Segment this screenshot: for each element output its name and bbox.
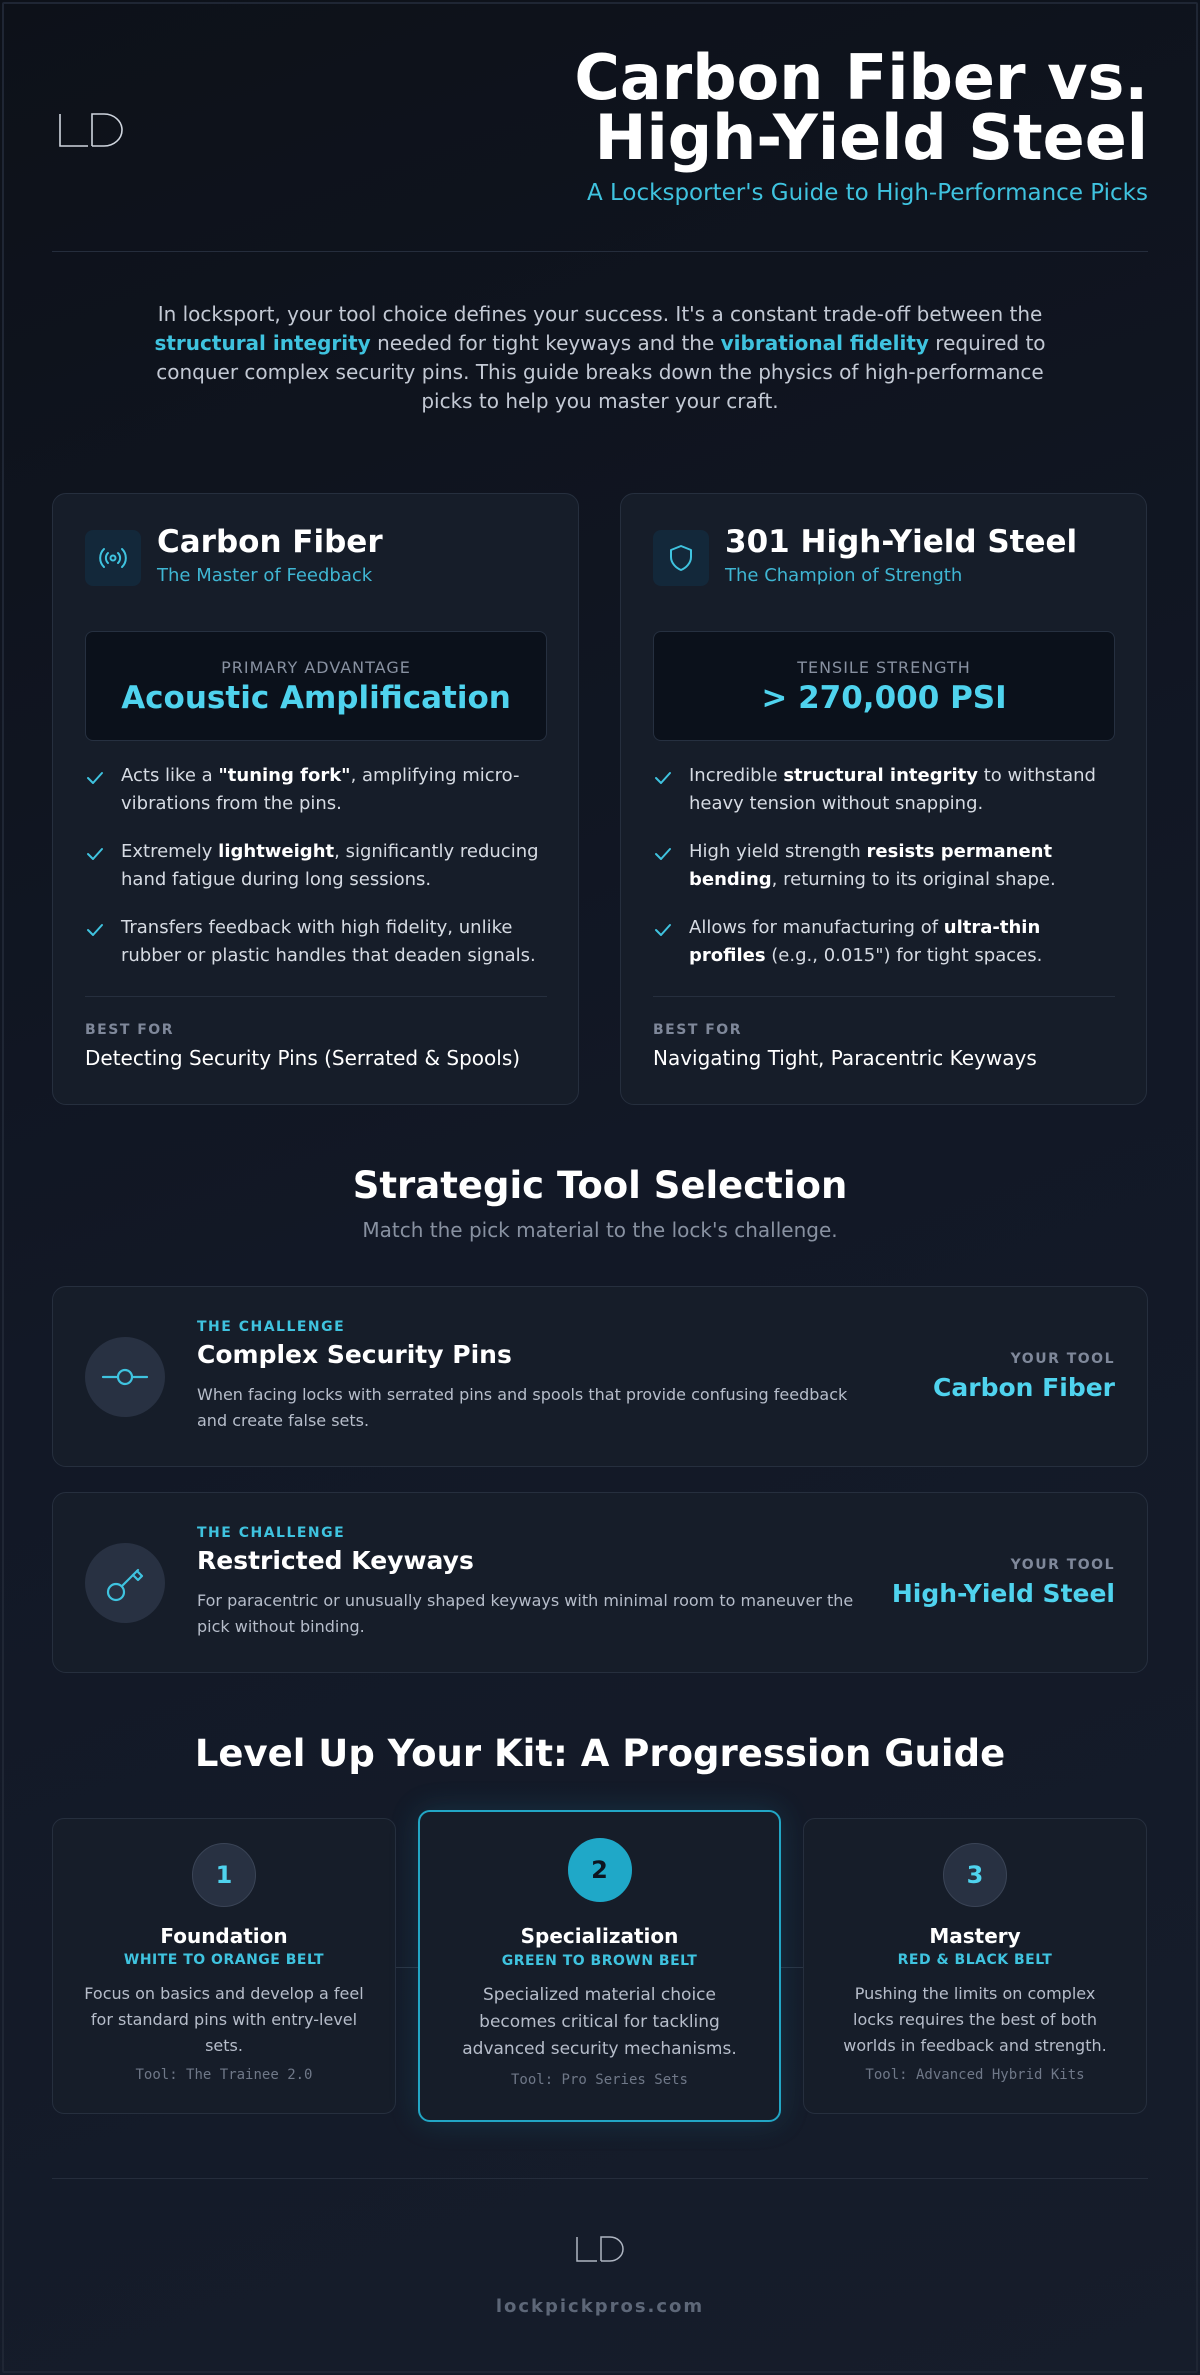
bullet-text: , significantly reducing hand fatigue during long sessions. <box>121 841 539 890</box>
bullet-text: Incredible <box>689 765 784 786</box>
card-tagline: The Champion of Strength <box>725 565 963 586</box>
footer-logo[interactable] <box>575 2235 625 2263</box>
step-name: Specialization <box>520 1924 679 1948</box>
best-for-value: Detecting Security Pins (Serrated & Spools) <box>85 1046 521 1070</box>
step-name: Foundation <box>160 1924 288 1948</box>
intro-highlight-vibrational: vibrational fidelity <box>720 331 929 355</box>
card-title: 301 High-Yield Steel <box>725 524 1078 560</box>
shield-icon <box>653 530 709 586</box>
step-name: Mastery <box>929 1924 1021 1948</box>
best-for-value: Navigating Tight, Paracentric Keyways <box>653 1046 1037 1070</box>
list-item <box>85 762 547 818</box>
step-description: Focus on basics and develop a feel for standard pins with entry-level sets. <box>84 1984 364 2055</box>
bullet-bold: "tuning fork" <box>218 765 351 786</box>
list-item <box>653 838 1115 894</box>
intro-highlight-structural: structural integrity <box>154 331 371 355</box>
step-number: 2 <box>568 1838 632 1902</box>
tool-value: High-Yield Steel <box>891 1579 1115 1608</box>
intro-text-3: required to conquer complex security pins. This guide breaks down the physics of high-performance picks to help you master your craft. <box>156 331 1046 413</box>
challenge-label: THE CHALLENGE <box>197 1525 346 1541</box>
step-connector <box>781 1967 803 1968</box>
step-number: 1 <box>192 1843 256 1907</box>
step-belt: RED & BLACK BELT <box>897 1952 1053 1968</box>
card-divider <box>85 996 547 997</box>
bullet-bold: ultra-thin profiles <box>689 917 1041 966</box>
bullet-text: Allows for manufacturing of <box>689 917 944 938</box>
metric-label: TENSILE STRENGTH <box>797 658 971 677</box>
strategy-title: Strategic Tool Selection <box>352 1164 848 1207</box>
steel-card <box>620 493 1147 1105</box>
intro-paragraph <box>140 300 1060 416</box>
page-title: Carbon Fiber vs. High-Yield Steel <box>574 41 1148 174</box>
footer-divider <box>52 2178 1148 2179</box>
key-icon <box>85 1543 165 1623</box>
intro-text-1: In locksport, your tool choice defines your success. It's a constant trade-off between the <box>157 302 1043 326</box>
footer-link[interactable]: lockpickpros.com <box>495 2296 705 2317</box>
bullet-bold: lightweight <box>218 841 335 862</box>
step-tool: Tool: The Trainee 2.0 <box>135 2067 313 2083</box>
step-description: Specialized material choice becomes critical for tackling advanced security mechanisms. <box>462 1985 737 2059</box>
metric-value: > 270,000 PSI <box>761 680 1007 716</box>
check-icon <box>85 920 105 940</box>
challenge-name: Complex Security Pins <box>197 1340 512 1369</box>
challenge-label: THE CHALLENGE <box>197 1319 346 1335</box>
card-title: Carbon Fiber <box>157 524 383 560</box>
tool-label: YOUR TOOL <box>1010 1557 1115 1573</box>
bullet-text: , returning to its original shape. <box>771 869 1056 890</box>
header <box>52 40 1148 250</box>
list-item <box>85 838 547 894</box>
card-tagline: The Master of Feedback <box>157 565 373 586</box>
tool-value: Carbon Fiber <box>933 1373 1115 1402</box>
bullet-text: (e.g., 0.015") for tight spaces. <box>765 945 1043 966</box>
step-connector <box>396 1967 418 1968</box>
check-icon <box>85 768 105 788</box>
bullet-text: Transfers feedback with high fidelity, unlike rubber or plastic handles that deaden signals. <box>121 917 536 966</box>
tensile-strength-box <box>653 631 1115 741</box>
step-belt: GREEN TO BROWN BELT <box>501 1953 698 1969</box>
list-item <box>653 762 1115 818</box>
feature-list <box>653 762 1115 990</box>
step-belt: WHITE TO ORANGE BELT <box>123 1952 325 1968</box>
intro-text-2: needed for tight keyways and the <box>370 331 721 355</box>
challenge-description: For paracentric or unusually shaped keyways with minimal room to maneuver the pick without binding. <box>197 1591 854 1636</box>
bullet-text: High yield strength <box>689 841 867 862</box>
check-icon <box>85 844 105 864</box>
header-divider <box>52 251 1148 252</box>
check-icon <box>653 768 673 788</box>
step-foundation[interactable] <box>52 1818 396 2114</box>
strategy-subtitle: Match the pick material to the lock's challenge. <box>362 1218 838 1242</box>
bullet-bold: resists permanent bending <box>689 841 1053 890</box>
brand-logo[interactable] <box>58 112 124 148</box>
step-specialization[interactable] <box>418 1810 781 2122</box>
list-item <box>85 914 547 970</box>
card-divider <box>653 996 1115 997</box>
metric-value: Acoustic Amplification <box>121 680 511 716</box>
step-tool: Tool: Advanced Hybrid Kits <box>865 2067 1085 2083</box>
list-item <box>653 914 1115 970</box>
best-for-label: BEST FOR <box>85 1022 174 1038</box>
check-icon <box>653 844 673 864</box>
bullet-text: Acts like a <box>121 765 219 786</box>
page-subtitle: A Locksporter's Guide to High-Performance Picks <box>586 180 1148 206</box>
bullet-text: Extremely <box>121 841 219 862</box>
primary-advantage-box <box>85 631 547 741</box>
step-description: Pushing the limits on complex locks requires the best of both worlds in feedback and strength. <box>843 1984 1107 2055</box>
step-tool: Tool: Pro Series Sets <box>510 2072 688 2088</box>
step-number: 3 <box>943 1843 1007 1907</box>
bullet-bold: structural integrity <box>783 765 978 786</box>
step-mastery[interactable] <box>803 1818 1147 2114</box>
check-icon <box>653 920 673 940</box>
bullet-text: to withstand heavy tension without snapping. <box>689 765 1096 814</box>
bullet-text: , amplifying micro-vibrations from the pins. <box>121 765 520 814</box>
best-for-label: BEST FOR <box>653 1022 742 1038</box>
pin-slider-icon <box>85 1337 165 1417</box>
carbon-fiber-card <box>52 493 579 1105</box>
broadcast-icon <box>85 530 141 586</box>
challenge-card-security-pins <box>52 1286 1148 1467</box>
metric-label: PRIMARY ADVANTAGE <box>221 658 411 677</box>
challenge-description: When facing locks with serrated pins and spools that provide confusing feedback and create false sets. <box>197 1385 848 1430</box>
tool-label: YOUR TOOL <box>1010 1351 1115 1367</box>
progression-title: Level Up Your Kit: A Progression Guide <box>194 1732 1006 1775</box>
challenge-name: Restricted Keyways <box>197 1546 474 1575</box>
challenge-card-restricted-keyways <box>52 1492 1148 1673</box>
feature-list <box>85 762 547 990</box>
